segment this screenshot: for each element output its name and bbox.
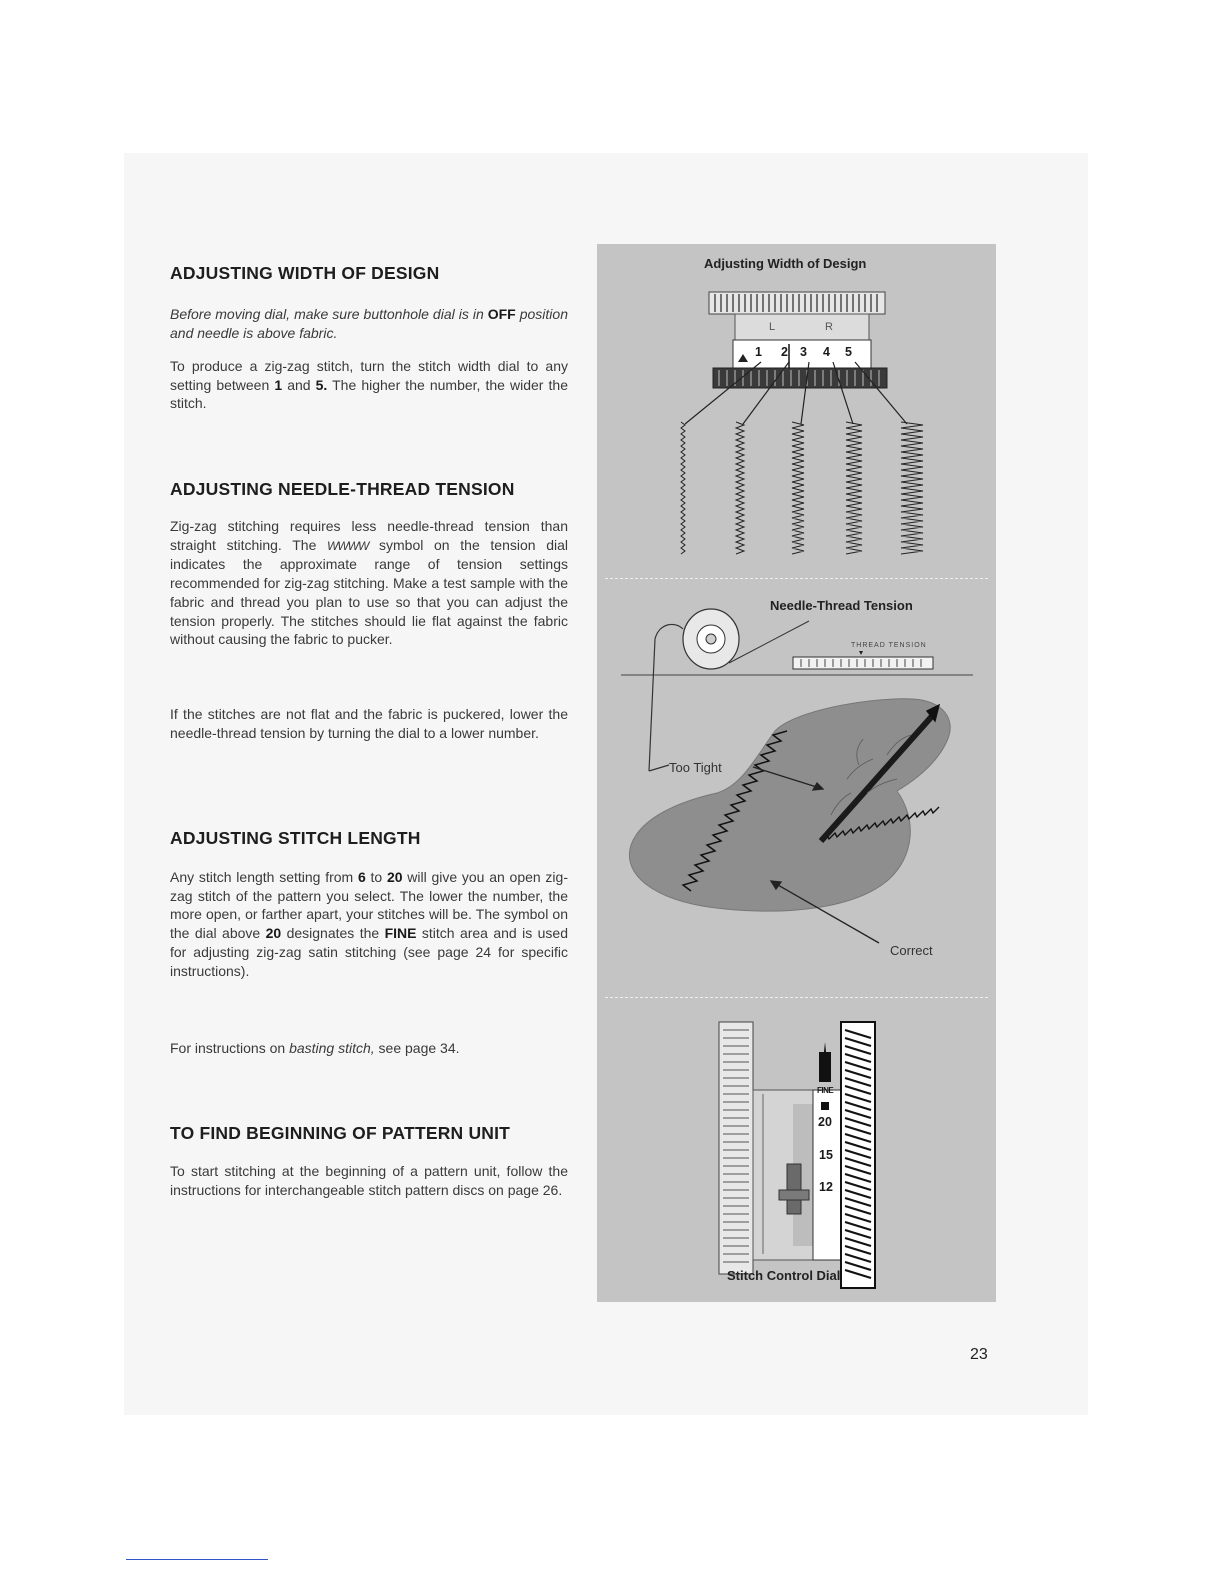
- dial-number-5: 5: [845, 345, 852, 359]
- heading-needle-thread-tension: ADJUSTING NEEDLE-THREAD TENSION: [170, 479, 515, 499]
- paragraph-basting-reference: For instructions on basting stitch, see page 34.: [170, 1040, 460, 1056]
- width-dial-illustration: [597, 244, 996, 574]
- correct-label: Correct: [890, 943, 933, 958]
- heading-pattern-unit: TO FIND BEGINNING OF PATTERN UNIT: [170, 1123, 511, 1143]
- dial-letter-left: L: [769, 321, 776, 333]
- stitch-number-15: 15: [819, 1148, 833, 1162]
- tension-illustration: [597, 579, 996, 999]
- paragraph-tension-intro: Zig-zag stitching requires less needle-thread tension than straight stitching. The WWWW symbol on the tension dial indicates the approximate range of tension settings recommended for zig-zag stitching. Make a test sample with the fabric and thread you plan to use so that you can adjust the tension properly. The stitches should lie flat against the fabric without causing the fabric to pucker.: [170, 518, 568, 648]
- paragraph-stitch-length: Any stitch length setting from 6 to 20 will give you an open zig-zag stitch of the pattern you select. The lower the number, the more open, or farther apart, your stitches will be. The symbol on the dial above 20 designates the FINE stitch area and is used for adjusting zig-zag satin stitching (see page 24 for specific instructions).: [170, 869, 568, 979]
- dial-number-4: 4: [823, 345, 830, 359]
- caption-width-design: Adjusting Width of Design: [704, 256, 867, 271]
- stitch-number-20: 20: [818, 1115, 832, 1129]
- dial-number-1: 1: [755, 345, 762, 359]
- stitch-control-dial-illustration: [597, 1004, 996, 1304]
- paragraph-tension-puckered: If the stitches are not flat and the fabric is puckered, lower the needle-thread tension by turning the dial to a lower number.: [170, 706, 568, 741]
- heading-adjusting-width: ADJUSTING WIDTH OF DESIGN: [170, 263, 440, 283]
- page-number: 23: [970, 1346, 988, 1363]
- paragraph-pattern-unit: To start stitching at the beginning of a pattern unit, follow the instructions for interchangeable stitch pattern discs on page 26.: [170, 1163, 568, 1198]
- fine-label: FINE: [817, 1086, 834, 1095]
- paragraph-width-instructions: To produce a zig-zag stitch, turn the stitch width dial to any setting between 1 and 5. The higher the number, the wider the stitch.: [170, 358, 568, 412]
- thread-tension-dial-label: THREAD TENSION: [851, 642, 927, 649]
- caption-stitch-control-dial: Stitch Control Dial: [727, 1268, 841, 1283]
- dial-letter-right: R: [825, 321, 833, 333]
- too-tight-label: Too Tight: [669, 760, 722, 775]
- dial-number-3: 3: [800, 345, 807, 359]
- footnote-rule: [126, 1559, 268, 1560]
- caption-needle-thread-tension: Needle-Thread Tension: [770, 598, 913, 613]
- figure-panel: [597, 244, 996, 1302]
- paragraph-width-precaution: Before moving dial, make sure buttonhole dial is in OFF position and needle is above fabric.: [170, 306, 568, 341]
- figure-divider-2: [605, 997, 988, 998]
- dial-number-2: 2: [781, 345, 788, 359]
- stitch-number-12: 12: [819, 1180, 833, 1194]
- zigzag-symbol: WWWW: [327, 538, 369, 553]
- heading-stitch-length: ADJUSTING STITCH LENGTH: [170, 828, 421, 848]
